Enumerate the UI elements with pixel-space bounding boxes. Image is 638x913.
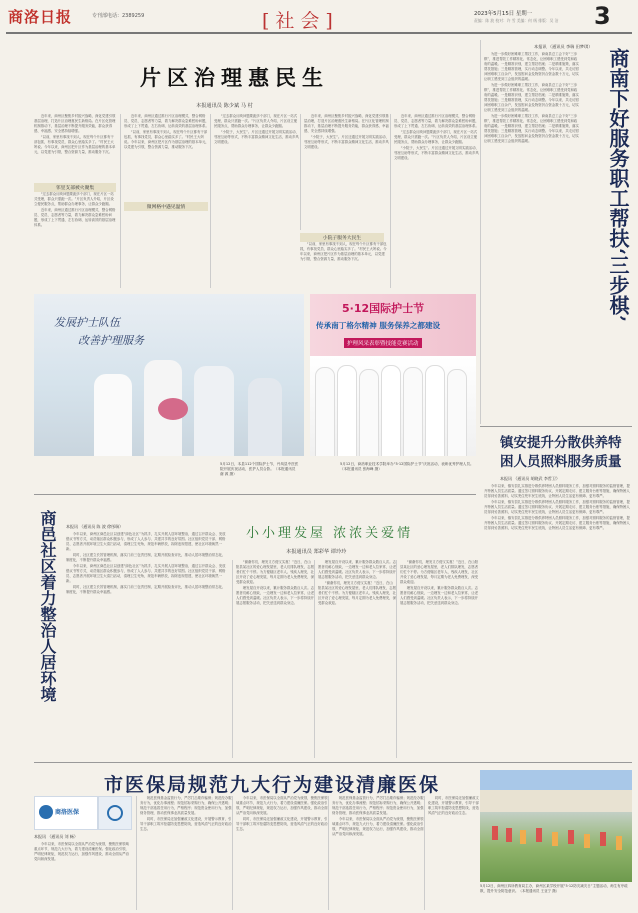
article1-col4: 近年来，商州区聚焦乡村振兴战略，深化党建引领基层治理，打造片区治理惠民生新格局。在片区化管理机制推动下，基层治理不断提升服务效能，群众获得感、幸福感、安全感持续增强。 “小院子，大民生”。片区还通过开展文明实践活动、邻里互助等形式，不断丰富群众精神文化生活，推动乡风文明建设。 [300, 114, 390, 230]
student-figure [536, 828, 542, 842]
article1-col1: 近年来，商州区聚焦乡村振兴战略，深化党建引领基层治理，打造片区治理惠民生新格局。在片区化管理机制推动下，基层治理不断提升服务效能，群众获得感、幸福感、安全感持续增强。 “以前，家里有事找不到人，现在每个片区都有干部包抓，有事找党员，群众心里踏实多了。”村民王大妈说。今年以来，商州区把片区作为基层治理的基本单元，以党建为引领，整合资源力量，推动服务下沉。 [34, 114, 116, 154]
event-banner [310, 294, 476, 356]
article1-byline: 本报通讯员 陈少斌 马 村 [196, 103, 253, 109]
article3-title: 小小理发屋 浓浓关爱情 [246, 526, 414, 541]
hotline: 专刊部电话：2389259 [92, 13, 145, 19]
photo3-caption: 5月12日，商州区四所教育局主办，商州区某学校开展“5·12防灾减灾日”主题活动，师生有序疏散，提升安全防范意识。（本报通讯员 王亚宁 摄） [480, 884, 628, 893]
photo-nurses-event [310, 294, 476, 456]
article3-col3: “谢谢你们，理发又方便又实惠！”近日，在山阳县某社区的爱心理发屋里，老人们排队理发，志愿者们忙个不停。为方便辖区老年人、残疾人理发，社区开设了爱心理发屋，每月定期为老人免费理发，深受群众欢迎。 理发屋自开设以来，累计服务群众数百人次。志愿者们耐心细致，一边理发一边和老人拉家常，让老人们感受到温暖。社区负责人表示，下一步将持续开展志愿服务活动，把关爱送到群众身边。 [396, 560, 480, 758]
student-figure [492, 826, 498, 840]
flower-bouquet [158, 398, 188, 420]
photo1-caption: 5月12日，本县112个国际护士节，丹凤县中医医院开展庆祝活动，医护人员合影。（本报通讯员 谢 源 摄） [220, 462, 299, 476]
person-figure [382, 366, 400, 456]
student-figure [600, 832, 606, 846]
ad-brand: 商洛医保 [55, 809, 80, 816]
photo-safety-drill [480, 770, 632, 882]
person-figure [448, 370, 466, 456]
article4-col4: 规范医保基金监管行为，严厉打击欺诈骗保；规范经办服务行为，优化办事流程；规范招标采购行为，确保公开透明；规范干部选拔任用行为，严格程序；规范资金使用行为，加强财务管理，推动医保事业高质量发展。 今年以来，市医保局以全面从严治党为统领，聚焦医保领域重点环节，规范九大行为，着力建设清廉医保。强化政治引领，严明纪律规矩，规范权力运行，加强作风建设，推动全面从严治党向纵深发展。 [328, 796, 424, 910]
article3-col2: 理发屋自开设以来，累计服务群众数百人次。志愿者们耐心细致，一边理发一边和老人拉家常，让老人们感受到温暖。社区负责人表示，下一步将持续开展志愿服务活动，把关爱送到群众身边。 “谢谢你们，理发又方便又实惠！”近日，在山阳县某社区的爱心理发屋里，老人们排队理发，志愿者们忙个不停。为方便辖区老年人、残疾人理发，社区开设了爱心理发屋，每月定期为老人免费理发，深受群众欢迎。 [314, 560, 396, 758]
sidebar-body2: 今年以来，镇安县扎实推进分散供养特困人员照料服务工作，加强对照料服务的监督管理，提升特困人员生活质量。通过签订照料服务协议、开展定期走访、建立服务台账等措施，确保特困人员得到妥善照料，切实兜住兜牢民生底线，让特困人员生活更有保障、更有尊严。 今年以来，镇安县扎实推进分散供养特困人员照料服务工作，加强对照料服务的监督管理，提升特困人员生活质量。通过签订照料服务协议、开展定期走访、建立服务台账等措施，确保特困人员得到妥善照料，切实兜住兜牢民生底线，让特困人员生活更有保障、更有尊严。 今年以来，镇安县扎实推进分散供养特困人员照料服务工作，加强对照料服务的监督管理，提升特困人员生活质量。通过签订照料服务协议、开展定期走访、建立服务台账等措施，确保特困人员得到妥善照料，切实兜住兜牢民生底线，让特困人员生活更有保障、更有尊严。 [484, 484, 630, 530]
banner-slogan: 传承南丁格尔精神 服务保养之都建设 [316, 321, 441, 330]
person-figure [426, 366, 444, 456]
article1-col2: 近年来，商州区通过推行片区治理模式，整合网格员、党员、志愿者等力量，着力解决群众急难愁盼问题，形成了上下贯通、左右协调、运转高效的基层治理体系。 “以前，家里有事找不到人，现在每个片区都有干部包抓，有事找党员，群众心里踏实多了。”村民王大妈说。今年以来，商州区把片区作为基层治理的基本单元，以党建为引领，整合资源力量，推动服务下沉。 [120, 114, 210, 288]
issue-date: 2023年5月15日 星期一 [474, 11, 533, 17]
article1-subhead2: 微网格中遇见温情 [124, 202, 208, 211]
nurse-group [310, 356, 476, 456]
student-figure [506, 828, 512, 842]
article3-byline: 本报通讯员 郑彩华 谭玲玲 [286, 549, 347, 555]
sidebar-body: 为进一步做好困难职工帮扶工作，商南县总工会下好“三步棋”，推进帮扶工作精准化、常态化，让困难职工感受到党和政府的温暖。一是精准识别，建立帮扶档案；二是精准施策，落实帮扶措施；三是精准管理，实行动态调整。今年以来，共走访慰问困难职工百余户，发放慰问金及物资折合资金数十万元，切实让职工感受到工会组织的温暖。 为进一步做好困难职工帮扶工作，商南县总工会下好“三步棋”，推进帮扶工作精准化、常态化，让困难职工感受到党和政府的温暖。一是精准识别，建立帮扶档案；二是精准施策，落实帮扶措施；三是精准管理，实行动态调整。今年以来，共走访慰问困难职工百余户，发放慰问金及物资折合资金数十万元，切实让职工感受到工会组织的温暖。 为进一步做好困难职工帮扶工作，商南县总工会下好“三步棋”，推进帮扶工作精准化、常态化，让困难职工感受到党和政府的温暖。一是精准识别，建立帮扶档案；二是精准施策，落实帮扶措施；三是精准管理，实行动态调整。今年以来，共走访慰问困难职工百余户，发放慰问金及物资折合资金数十万元，切实让职工感受到工会组织的温暖。 [484, 52, 579, 143]
person-figure [360, 370, 378, 456]
student-figure [584, 834, 590, 848]
masthead-rule [6, 32, 632, 34]
banner-title: 5·12国际护士节 [342, 302, 425, 315]
person-figure [248, 378, 282, 456]
article1-subhead1: 邻里支部被火聚集 [34, 183, 116, 192]
article4-col3: 今年以来，市医保局以全面从严治党为统领，聚焦医保领域重点环节，规范九大行为，着力建设清廉医保。强化政治引领，严明纪律规矩，规范权力运行，加强作风建设，推动全面从严治党向纵深发展。 同时，市医保局还加强廉政文化建设，开展警示教育，引导干部职工筑牢拒腐防变思想防线，营造风清气正的良好政治生态。 [232, 796, 328, 910]
banner-sub: 护理风采表彰暨技能竞赛活动 [344, 338, 422, 348]
article1-col5: 近年来，商州区通过推行片区治理模式，整合网格员、党员、志愿者等力量，着力解决群众急难愁盼问题，形成了上下贯通、左右协调、运转高效的基层治理体系。 “过去群众反映问题要跑多个部门，现在片区一站式受理，群众只需跑一次。”片区负责人介绍，片区设立便民服务点，帮助群众办理事务，让群众少跑腿。 “小院子，大民生”。片区还通过开展文明实践活动、邻里互助等形式，不断丰富群众精神文化生活，推动乡风文明建设。 [390, 114, 480, 288]
person-figure [194, 366, 234, 456]
article1-subhead3: 小院子服务大民生 [300, 233, 384, 242]
insurance-logo-icon [39, 805, 53, 819]
editors-line: 责编：陈 波 校对：许 雪 美编：何 绒 排版：吴 洁 [474, 18, 559, 23]
student-figure [520, 830, 526, 844]
article2-body: 今年以来，商州区商邑社区以创建“绿色社区”为抓手，扎实开展人居环境整治，通过召开群众会、发放倡议书等方式，动员辖区群众积极参与，形成了人人参与、共建共享的良好氛围。社区组织党员干部、网格员、志愿者开展环境卫生大清扫活动，清理卫生死角，规范车辆停放，拆除违规搭建，使社区环境焕然一新。 同时，社区建立长效管理机制，落实门前三包责任制，定期开展检查评比，推动人居环境整治常态化、制度化，不断提升群众幸福感。 今年以来，商州区商邑社区以创建“绿色社区”为抓手，扎实开展人居环境整治，通过召开群众会、发放倡议书等方式，动员辖区群众积极参与，形成了人人参与、共建共享的良好氛围。社区组织党员干部、网格员、志愿者开展环境卫生大清扫活动，清理卫生死角，规范车辆停放，拆除违规搭建，使社区环境焕然一新。 同时，社区建立长效管理机制，落实门前三包责任制，定期开展检查评比，推动人居环境整治常态化、制度化，不断提升群众幸福感。 [66, 532, 226, 594]
sidebar-vertical-title: 商南下好服务职工帮扶‘三步棋’ [606, 48, 630, 322]
section-rule [34, 494, 476, 495]
student-figure [568, 830, 574, 844]
article4-col1: 今年以来，市医保局以全面从严治党为统领，聚焦医保领域重点环节，规范九大行为，着力建设清廉医保。强化政治引领，严明纪律规矩，规范权力运行，加强作风建设，推动全面从严治党向纵深发展。 [34, 842, 129, 861]
article1-title: 片区治理惠民生 [140, 65, 329, 90]
page-number: 3 [594, 2, 611, 30]
person-figure [338, 366, 356, 456]
sidebar-byline: 本报讯 （通讯员 李瑞 田梦琪） [534, 44, 593, 49]
sidebar-title2: 镇安提升分散供养特困人员照料服务质量 [500, 435, 622, 470]
photo2-caption: 5月12日，商洛职业技术学院举办“5·12国际护士节”庆祝活动，表彰优秀护理人员。（本报通讯员 张海峰 摄） [340, 462, 474, 471]
article4-title: 市医保局规范九大行为建设清廉医保 [104, 774, 441, 796]
newspaper-logo: 商洛日报 [8, 8, 73, 26]
photo-nurses-day [34, 294, 304, 456]
person-figure [94, 374, 132, 456]
student-figure [552, 832, 558, 846]
article1-col3: “过去群众反映问题要跑多个部门，现在片区一站式受理，群众只需跑一次。”片区负责人介绍，片区设立便民服务点，帮助群众办理事务，让群众少跑腿。 “小院子，大民生”。片区还通过开展文明实践活动、邻里互助等形式，不断丰富群众精神文化生活，推动乡风文明建设。 [210, 114, 300, 288]
person-figure [404, 368, 422, 456]
article1-col4b: “以前，家里有事找不到人，现在每个片区都有干部包抓，有事找党员，群众心里踏实多了。”村民王大妈说。今年以来，商州区把片区作为基层治理的基本单元，以党建为引领，整合资源力量，推动服务下沉。 [300, 242, 387, 261]
section-label: [社会] [262, 10, 339, 32]
emblem-icon [107, 805, 123, 821]
article4-col5: 同时，市医保局还加强廉政文化建设，开展警示教育，引导干部职工筑牢拒腐防变思想防线，营造风清气正的良好政治生态。 [424, 796, 480, 910]
article1-col1b: “过去群众反映问题要跑多个部门，现在片区一站式受理，群众只需跑一次。”片区负责人介绍，片区设立便民服务点，帮助群众办理事务，让群众少跑腿。 近年来，商州区通过推行片区治理模式，整合网格员、党员、志愿者等力量，着力解决群众急难愁盼问题，形成了上下贯通、左右协调、运转高效的基层治理体系。 [34, 192, 116, 227]
photo1-text-line2: 改善护理服务 [78, 334, 144, 347]
ad-emblem [98, 796, 132, 830]
article4-col2: 规范医保基金监管行为，严厉打击欺诈骗保；规范经办服务行为，优化办事流程；规范招标采购行为，确保公开透明；规范干部选拔任用行为，严格程序；规范资金使用行为，加强财务管理，推动医保事业高质量发展。 同时，市医保局还加强廉政文化建设，开展警示教育，引导干部职工筑牢拒腐防变思想防线，营造风清气正的良好政治生态。 [136, 796, 232, 910]
sidebar-byline2: 本报讯 （通讯员 胡晓武 李哲卫） [500, 476, 560, 481]
school-building [480, 790, 632, 812]
student-figure [616, 836, 622, 850]
person-figure [316, 368, 334, 456]
article2-byline: 本报讯 （通讯员 陈 波 徐彤瑞） [66, 524, 124, 529]
medical-insurance-ad [34, 796, 98, 830]
article4-byline: 本报讯 （通讯员 刘 畅） [34, 834, 78, 839]
photo1-text-line1: 发展护士队伍 [54, 316, 120, 329]
article2-vertical-title: 商邑社区着力整治人居环境 [38, 510, 57, 702]
article3-col1: “谢谢你们，理发又方便又实惠！”近日，在山阳县某社区的爱心理发屋里，老人们排队理发，志愿者们忙个不停。为方便辖区老年人、残疾人理发，社区开设了爱心理发屋，每月定期为老人免费理发，深受群众欢迎。 理发屋自开设以来，累计服务群众数百人次。志愿者们耐心细致，一边理发一边和老人拉家常，让老人们感受到温暖。社区负责人表示，下一步将持续开展志愿服务活动，把关爱送到群众身边。 [232, 560, 314, 758]
section-rule [34, 762, 632, 763]
sidebar-rule [480, 426, 632, 427]
